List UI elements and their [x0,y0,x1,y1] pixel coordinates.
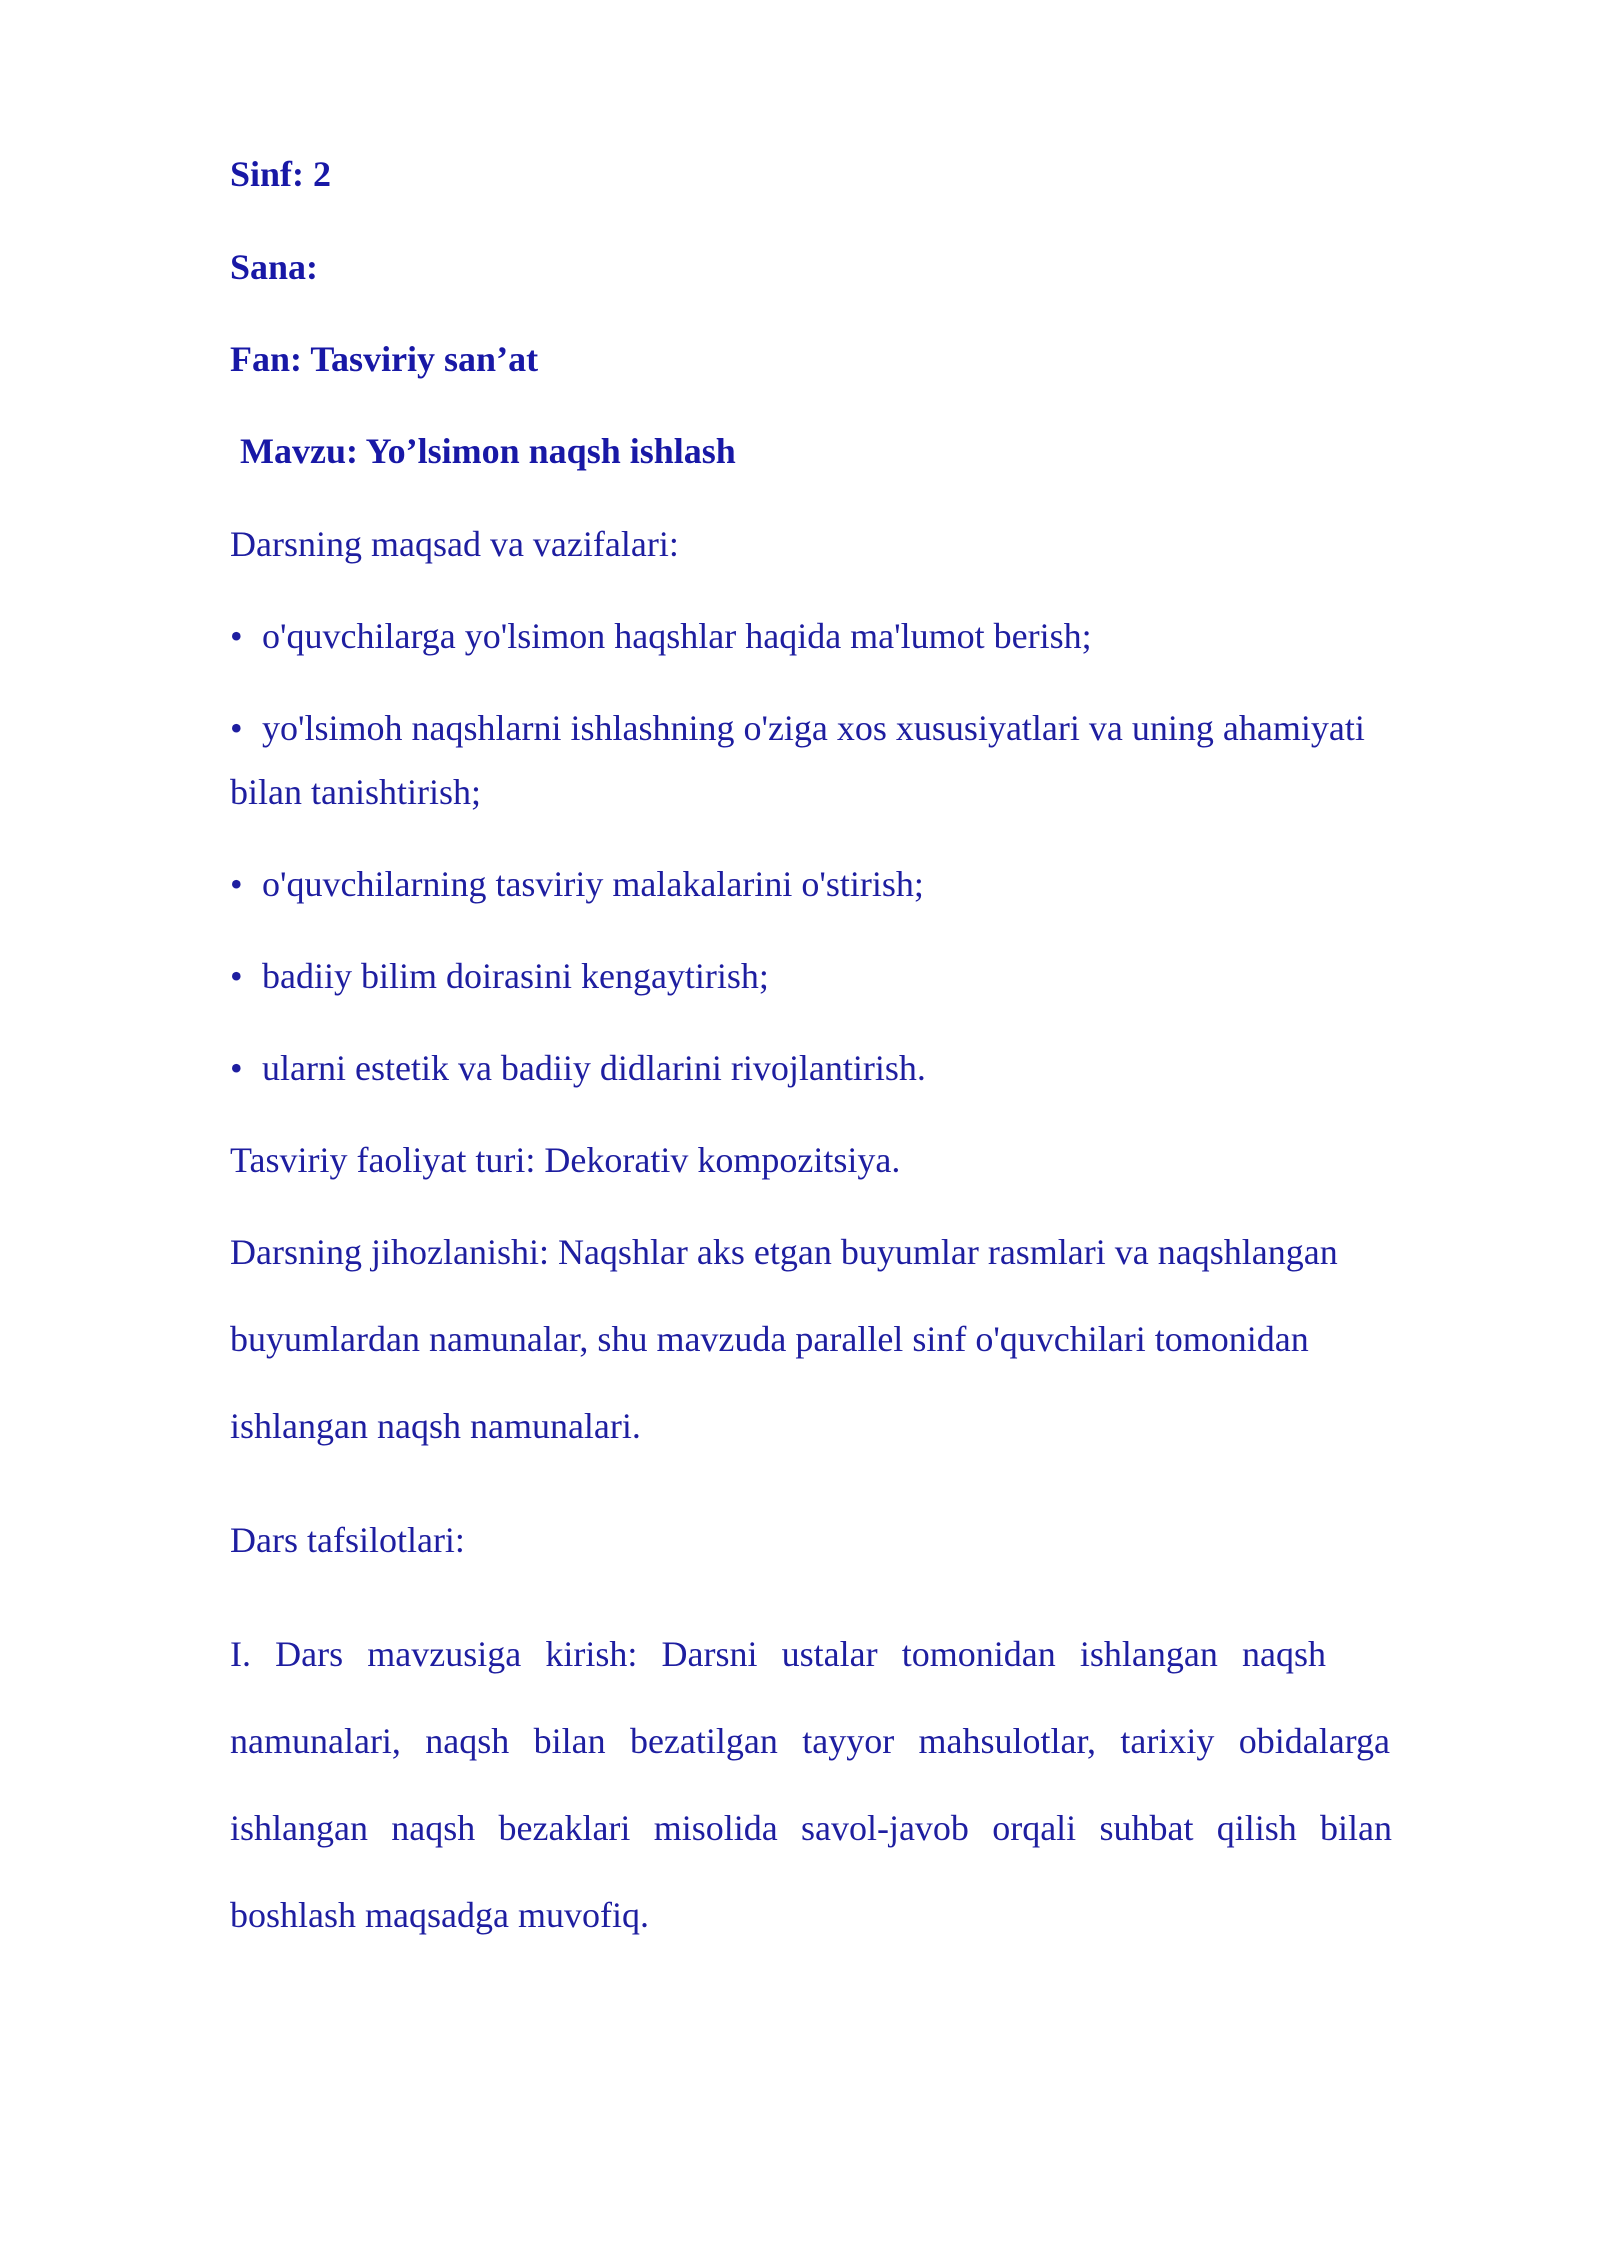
goal-item-text: badiiy bilim doirasini kengaytirish; [262,956,769,996]
intro-line: ishlangan naqsh bezaklari misolida savol-javob orqali suhbat qilish bilan [230,1808,1392,1848]
equipment-line: ishlangan naqsh namunalari. [230,1406,641,1446]
bullet-icon: • [230,616,243,656]
bullet-icon: • [230,708,243,748]
goal-item [230,1046,926,1090]
goal-item-text: yo'lsimoh naqshlarni ishlashning o'ziga xos xususiyatlari va uning ahamiyati [262,708,1365,748]
goal-item [230,862,924,906]
details-title: Dars tafsilotlari: [230,1520,465,1560]
document-page [230,0,1430,2262]
bullet-icon: • [230,956,243,996]
equipment-line: Darsning jihozlanishi: Naqshlar aks etgan buyumlar rasmlari va naqshlangan [230,1232,1338,1272]
intro-line: boshlash maqsadga muvofiq. [230,1895,649,1935]
goal-item-text: o'quvchilarning tasviriy malakalarini o'stirish; [262,864,924,904]
bullet-icon: • [230,864,243,904]
goal-item [230,706,1365,750]
bullet-icon: • [230,1048,243,1088]
class-line: Sinf: 2 [230,154,332,194]
goal-item [230,954,769,998]
goal-item-continuation: bilan tanishtirish; [230,772,481,812]
date-line: Sana: [230,247,319,287]
equipment-line: buyumlardan namunalar, shu mavzuda parallel sinf o'quvchilari tomonidan [230,1319,1309,1359]
intro-line: namunalari, naqsh bilan bezatilgan tayyor mahsulotlar, tarixiy obidalarga [230,1721,1390,1761]
subject-line: Fan: Tasviriy san’at [230,339,539,379]
activity-line: Tasviriy faoliyat turi: Dekorativ kompozitsiya. [230,1140,901,1180]
goal-item [230,614,1092,658]
goal-item-text: o'quvchilarga yo'lsimon haqshlar haqida ma'lumot berish; [262,616,1092,656]
goal-item-text: ularni estetik va badiiy didlarini rivojlantirish. [262,1048,926,1088]
goals-title: Darsning maqsad va vazifalari: [230,524,679,564]
topic-line: Mavzu: Yo’lsimon naqsh ishlash [240,431,736,471]
intro-line: I. Dars mavzusiga kirish: Darsni ustalar tomonidan ishlangan naqsh [230,1634,1326,1674]
